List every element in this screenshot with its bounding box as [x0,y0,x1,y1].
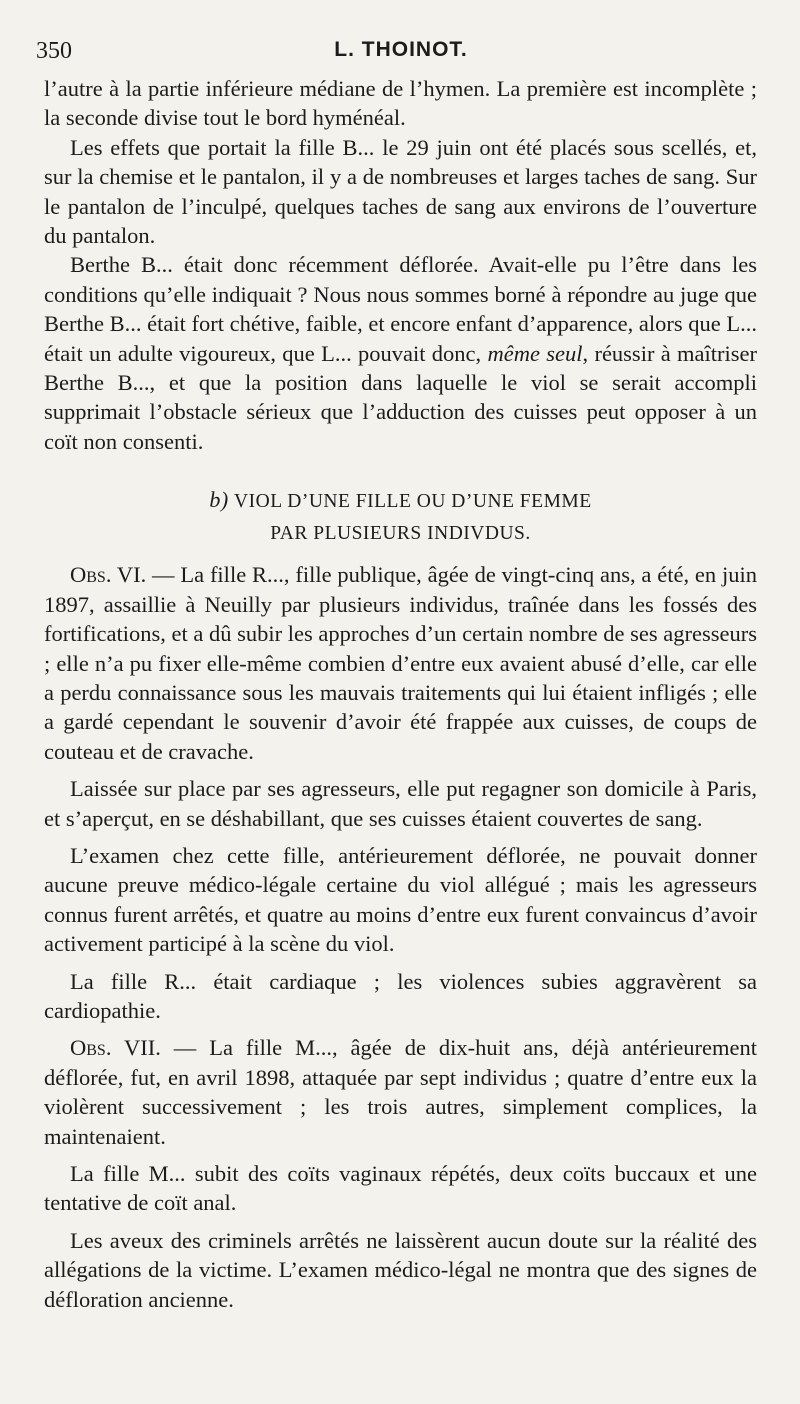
paragraph-conclusion [44,250,757,456]
body-text [44,74,757,1314]
running-title: L. THOINOT. [334,38,468,61]
observation-text: — La fille M..., âgée de dix-huit ans, déjà antérieurement déflorée, fut, en avril 1898, attaquée par sept individus ; quatre d’entre eux la violèrent successivement ; les trois autres, simplement complices, la maintenaient. [44,1035,757,1149]
page-number: 350 [36,38,72,64]
spacer [44,766,757,774]
section-heading-line-2: PAR PLUSIEURS INDIVDUS. [270,523,531,545]
italic-phrase: même seul [487,340,583,366]
paragraph-confessions: Les aveux des criminels arrêtés ne laissèrent aucun doute sur la réalité des allégations de la victime. L’examen médico-légal ne montra que des signes de défloration ancienne. [44,1227,757,1312]
spacer [44,1025,757,1033]
paragraph-cardiac: La fille R... était cardiaque ; les violences subies aggravèrent sa cardiopathie. [44,968,757,1023]
spacer [44,833,757,841]
section-letter: b) [209,487,229,513]
spacer [44,1151,757,1159]
paragraph-continuation: l’autre à la partie inférieure médiane de l’hymen. La première est incomplète ; la seconde divise tout le bord hyménéal. [44,76,757,131]
observation-vii [44,1033,757,1151]
paragraph-conclusion-text-1: Berthe B... était donc récemment déflorée. Avait-elle pu l’être dans les conditions qu’elle indiquait ? Nous nous sommes borné à répondre au juge que Berthe B... était fort chétive, faible, et encore enfant d’apparence, alors que L... était un adulte vigoureux, que L... pouvait donc, [44,252,757,366]
paragraph-return-home: Laissée sur place par ses agresseurs, elle put regagner son domicile à Paris, et s’aperçut, en se déshabillant, que ses cuisses étaient couvertes de sang. [44,776,757,831]
observation-label: Obs. VI. [70,562,147,588]
observation-label: Obs. VII. [70,1035,161,1061]
spacer [44,1218,757,1226]
paragraph-examination: L’examen chez cette fille, antérieurement déflorée, ne pouvait donner aucune preuve médico-légale certaine du viol allégué ; mais les agresseurs connus furent arrêtés, et quatre au moins d’entre eux furent convaincus d’avoir activement participé à la scène du viol. [44,842,757,957]
spacer [44,959,757,967]
paragraph-acts: La fille M... subit des coïts vaginaux répétés, deux coïts buccaux et une tentative de coït anal. [44,1161,757,1216]
observation-text: — La fille R..., fille publique, âgée de vingt-cinq ans, a été, en juin 1897, assaillie à Neuilly par plusieurs individus, traînée dans les fossés des fortifications, et a dû subir les approches d’un certain nombre de ses agresseurs ; elle n’a pu fixer elle-même combien d’entre eux avaient abusé d’elle, car elle a perdu connaissance sous les mauvais traitements qui lui étaient infligés ; elle a gardé cependant le souvenir d’avoir été frappée aux cuisses, de coups de couteau et de cravache. [44,562,757,764]
page-header [36,38,766,74]
paragraph-effects: Les effets que portait la fille B... le 29 juin ont été placés sous scellés, et, sur la chemise et le pantalon, il y a de nombreuses et larges taches de sang. Sur le pantalon de l’inculpé, quelques taches de sang aux environs de l’ouverture du pantalon. [44,134,757,249]
section-heading-line-1 [44,484,757,518]
section-heading [44,484,757,550]
observation-vi [44,560,757,766]
paragraph-conclusion-text-2: , réussir à maîtriser Berthe B..., et que la position dans laquelle le viol se serait accompli supprimait l’obstacle sérieux que l’adduction des cuisses peut opposer à un coït non consenti. [44,340,758,454]
section-title: VIOL D’UNE FILLE OU D’UNE FEMME [234,491,592,513]
